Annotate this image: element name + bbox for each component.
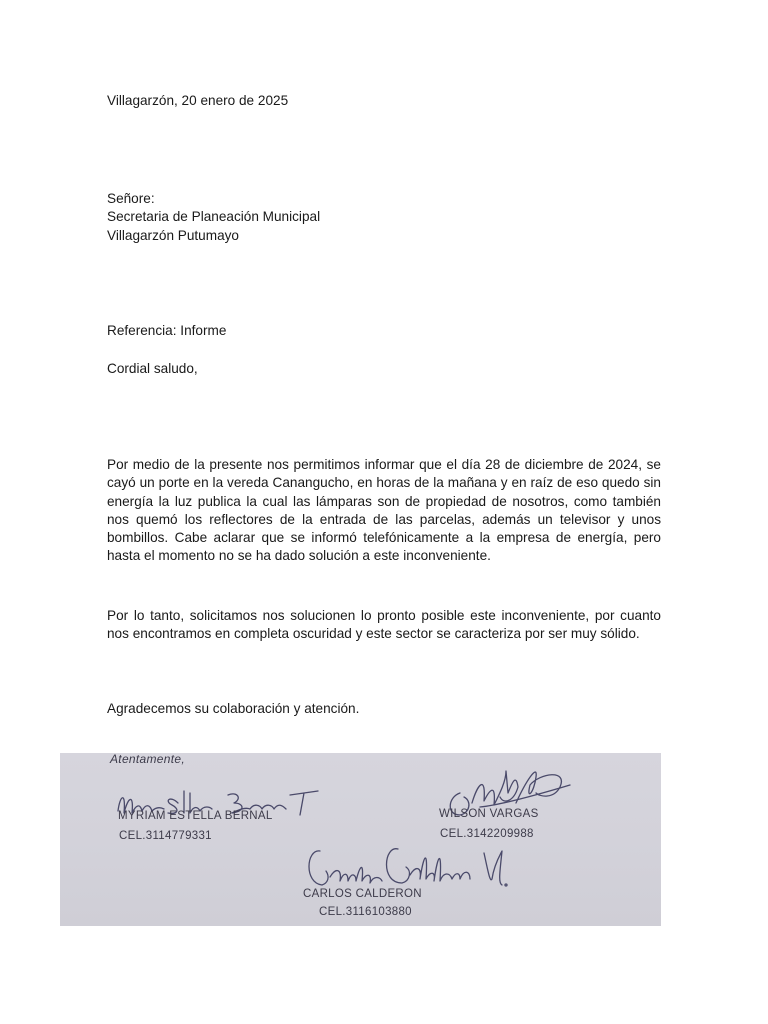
signer-2-phone: CEL.3142209988 — [440, 828, 534, 840]
recipient-location: Villagarzón Putumayo — [107, 228, 239, 243]
signer-1-name: MYRIAM ESTELLA BERNAL — [118, 810, 273, 822]
signature-scan-image — [60, 753, 661, 926]
valediction: Atentamente, — [110, 753, 185, 766]
closing-thanks: Agradecemos su colaboración y atención. — [107, 701, 360, 716]
body-paragraph-2 — [107, 607, 661, 644]
body-paragraph-1 — [107, 456, 661, 566]
body-paragraph-2-text: Por lo tanto, solicitamos nos solucionen lo pronto posible este inconveniente, por cuanto nos encontramos en completa oscuridad y este sector se caracteriza por ser muy sólido. — [107, 608, 661, 642]
signature-carlos — [309, 849, 507, 886]
body-paragraph-1-text: Por medio de la presente nos permitimos informar que el día 28 de diciembre de 2024, se cayó un porte en la vereda Canangucho, en horas de la mañana y en raíz de eso quedo sin energía la luz publica la cual las lámparas son de propiedad de nosotros, como también nos quemó los reflectores de la entrada de las parcelas, además un televisor y unos bombillos. Cabe aclarar que se informó telefónicamente a la empresa de energía, pero hasta el momento no se ha dado solución a este inconveniente. — [107, 457, 661, 564]
signer-1-phone: CEL.3114779331 — [119, 830, 212, 842]
recipient-salutation: Señore: — [107, 191, 155, 206]
reference-line: Referencia: Informe — [107, 323, 227, 338]
recipient-office: Secretaria de Planeación Municipal — [107, 209, 321, 224]
signer-3-name: CARLOS CALDERON — [303, 888, 422, 900]
signer-3-phone: CEL.3116103880 — [319, 906, 412, 918]
signer-2-name: WILSON VARGAS — [439, 808, 539, 820]
place-date: Villagarzón, 20 enero de 2025 — [107, 93, 289, 108]
greeting: Cordial saludo, — [107, 361, 198, 376]
